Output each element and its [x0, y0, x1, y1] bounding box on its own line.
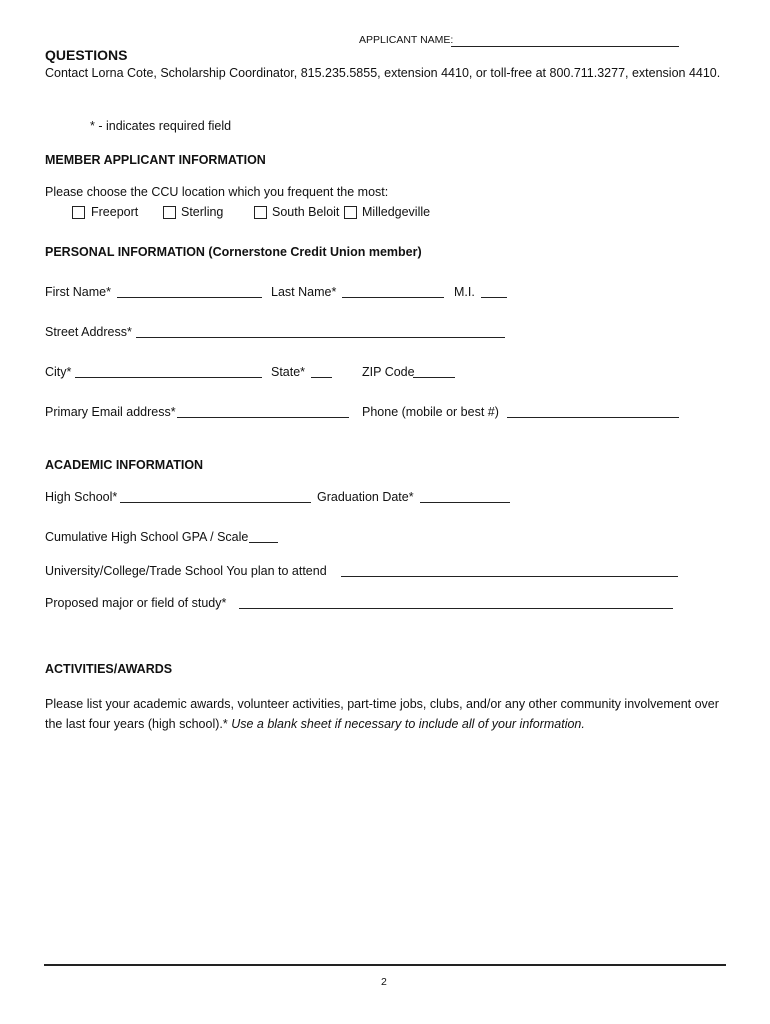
activities-text-italic: Use a blank sheet if necessary to include all of your information. — [231, 717, 585, 731]
phone-label: Phone (mobile or best #) — [362, 405, 499, 419]
first-name-field[interactable] — [117, 297, 262, 298]
activities-text-main: Please list your academic awards, volunteer activities, part-time jobs, clubs, and/or any other community involvement over the last four years (high school).* — [45, 697, 719, 731]
high-school-field[interactable] — [120, 502, 311, 503]
city-label: City* — [45, 365, 72, 379]
gpa-field[interactable] — [249, 542, 278, 543]
mi-label: M.I. — [454, 285, 475, 299]
label-freeport: Freeport — [91, 205, 139, 219]
phone-field[interactable] — [507, 417, 679, 418]
activities-text — [45, 694, 735, 734]
zip-field[interactable] — [413, 377, 455, 378]
checkbox-freeport[interactable] — [72, 206, 85, 219]
required-note: * - indicates required field — [90, 119, 232, 133]
label-sterling: Sterling — [181, 205, 224, 219]
graduation-date-field[interactable] — [420, 502, 510, 503]
contact-text: Contact Lorna Cote, Scholarship Coordinator, 815.235.5855, extension 4410, or toll-free at 800.711.3277, extension 4410. — [45, 66, 721, 80]
email-label: Primary Email address* — [45, 405, 176, 419]
city-field[interactable] — [75, 377, 262, 378]
email-field[interactable] — [177, 417, 349, 418]
checkbox-south-beloit[interactable] — [254, 206, 267, 219]
activities-heading: ACTIVITIES/AWARDS — [45, 662, 173, 676]
page-number: 2 — [381, 976, 387, 988]
label-milledgeville: Milledgeville — [362, 205, 431, 219]
major-label: Proposed major or field of study* — [45, 596, 227, 610]
checkbox-sterling[interactable] — [163, 206, 176, 219]
zip-label: ZIP Code — [362, 365, 415, 379]
member-info-heading: MEMBER APPLICANT INFORMATION — [45, 153, 266, 167]
state-label: State* — [271, 365, 306, 379]
label-south-beloit: South Beloit — [272, 205, 340, 219]
gpa-label: Cumulative High School GPA / Scale — [45, 530, 249, 544]
footer-rule — [44, 964, 726, 966]
first-name-label: First Name* — [45, 285, 111, 299]
academic-info-heading: ACADEMIC INFORMATION — [45, 458, 204, 472]
applicant-name-label: APPLICANT NAME: — [359, 34, 454, 46]
university-field[interactable] — [341, 576, 678, 577]
major-field[interactable] — [239, 608, 673, 609]
graduation-date-label: Graduation Date* — [317, 490, 414, 504]
last-name-field[interactable] — [342, 297, 444, 298]
questions-title: QUESTIONS — [45, 47, 128, 63]
street-label: Street Address* — [45, 325, 132, 339]
location-prompt: Please choose the CCU location which you frequent the most: — [45, 185, 389, 199]
high-school-label: High School* — [45, 490, 118, 504]
applicant-name-field[interactable] — [451, 46, 679, 47]
personal-info-heading: PERSONAL INFORMATION (Cornerstone Credit Union member) — [45, 245, 422, 259]
street-field[interactable] — [136, 337, 505, 338]
mi-field[interactable] — [481, 297, 507, 298]
university-label: University/College/Trade School You plan to attend — [45, 564, 327, 578]
checkbox-milledgeville[interactable] — [344, 206, 357, 219]
last-name-label: Last Name* — [271, 285, 337, 299]
state-field[interactable] — [311, 377, 332, 378]
